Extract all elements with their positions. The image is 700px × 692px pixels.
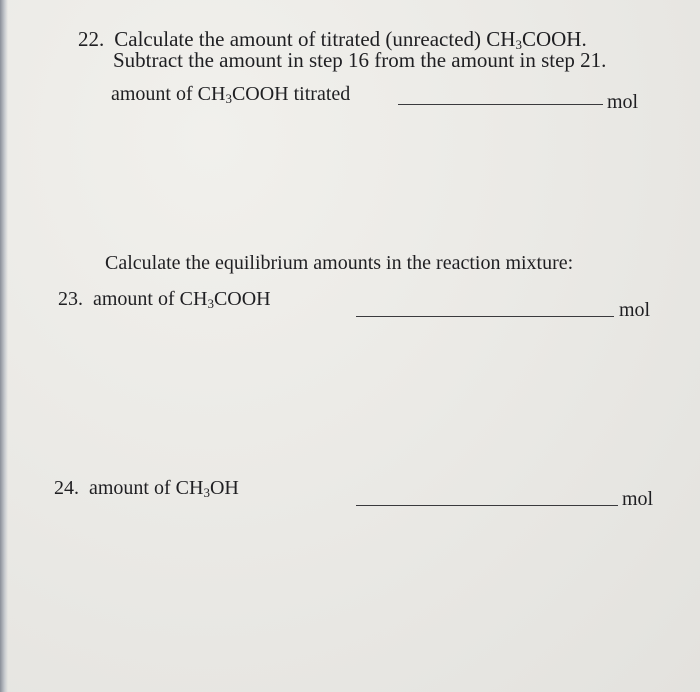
question-24-number: 24. <box>54 477 79 499</box>
question-23-answer-label <box>58 287 271 311</box>
q22-label-sub: 3 <box>225 91 232 106</box>
question-22-answer-label <box>111 82 350 106</box>
q23-label-sub: 3 <box>207 296 214 311</box>
q22-text-sub: 3 <box>515 37 522 52</box>
q23-label-post: COOH <box>213 288 271 310</box>
question-23-answer-blank[interactable] <box>356 316 614 317</box>
question-24-answer-blank[interactable] <box>356 505 618 506</box>
q22-label-pre: amount of CH <box>111 83 226 105</box>
question-22-line-2: Subtract the amount in step 16 from the amount in step 21. <box>113 48 607 72</box>
question-22-unit: mol <box>607 91 639 113</box>
question-23-unit: mol <box>619 299 651 321</box>
paper-edge-shadow <box>0 0 8 692</box>
question-24-answer-label <box>54 476 239 500</box>
question-22-number: 22. <box>78 27 105 51</box>
q23-label-pre: amount of CH <box>93 288 208 310</box>
q24-label-sub: 3 <box>203 485 210 500</box>
section-heading: Calculate the equilibrium amounts in the reaction mixture: <box>105 252 574 274</box>
question-22-answer-blank[interactable] <box>398 104 603 105</box>
q22-text-post: COOH. <box>521 27 587 51</box>
question-23-number: 23. <box>58 288 83 310</box>
q24-label-post: OH <box>209 477 239 499</box>
q22-label-post: COOH titrated <box>231 83 351 105</box>
question-24-unit: mol <box>622 488 654 510</box>
q24-label-pre: amount of CH <box>89 477 204 499</box>
q22-text-pre: Calculate the amount of titrated (unreacted) CH <box>114 27 516 51</box>
